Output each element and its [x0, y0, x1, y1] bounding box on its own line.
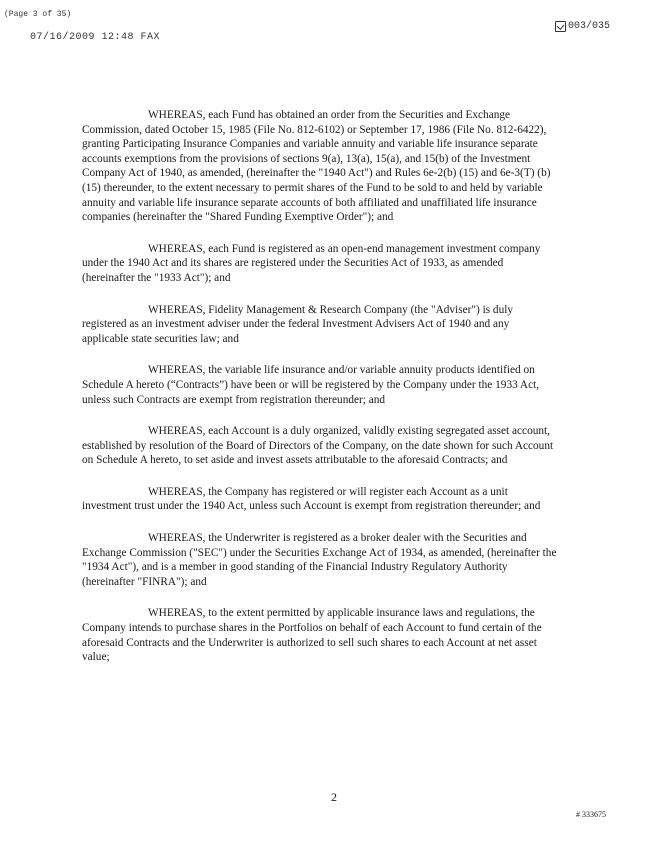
fax-counter: 003/035	[567, 21, 610, 32]
paragraph-contracts: WHEREAS, the variable life insurance and/or variable annuity products identified on Schedule A hereto (“Contracts”) have been or will be registered by the Company under the 1933 Act, unless such Contracts are exempt from registration thereunder; and	[82, 364, 540, 406]
checkbox-icon	[555, 21, 566, 32]
paragraph-shared-funding: WHEREAS, each Fund has obtained an order from the Securities and Exchange Commission, dated October 15, 1985 (File No. 812-6102) or September 17, 1986 (File No. 812-6422), granting Participating Insurance Companies and variable annuity and variable life insurance separate accounts exemptions from the provisions of sections 9(a), 13(a), 15(a), and 15(b) of the Investment Company Act of 1940, as amended, (hereinafter the "1940 Act") and Rules 6e-2(b) (15) and 6e-3(T) (b) (15) thereunder, to the extent necessary to permit shares of the Fund to be sold to and held by variable annuity and variable life insurance separate accounts of both affiliated and unaffiliated life insurance companies (hereinafter the "Shared Funding Exemptive Order"); and	[82, 109, 551, 224]
document-body	[82, 108, 558, 682]
paragraph-fund-registered: WHEREAS, each Fund is registered as an open-end management investment company under the 1940 Act and its shares are registered under the Securities Act of 1933, as amended (hereinafter the "1933 Act"); and	[82, 242, 541, 284]
document-id: # 333675	[576, 810, 606, 819]
fax-counter-group	[555, 21, 610, 32]
paragraph-purchase-shares: WHEREAS, to the extent permitted by applicable insurance laws and regulations, the Company intends to purchase shares in the Portfolios on behalf of each Account to fund certain of the aforesaid Contracts and the Underwriter is authorized to sell such shares to each Account at net asset value;	[82, 607, 542, 664]
page-number: 2	[331, 790, 337, 804]
fax-page-label: (Page 3 of 35)	[4, 10, 72, 19]
paragraph-account: WHEREAS, each Account is a duly organized, validly existing segregated asset account, established by resolution of the Board of Directors of the Company, on the date shown for such Account on Schedule A hereto, to set aside and invest assets attributable to the aforesaid Contracts; and	[82, 425, 554, 467]
paragraph-underwriter: WHEREAS, the Underwriter is registered as a broker dealer with the Securities and Exchange Commission ("SEC") under the Securities Exchange Act of 1934, as amended, (hereinafter the "1934 Act"), and is a member in good standing of the Financial Industry Regulatory Authority (hereinafter "FINRA"); and	[82, 532, 557, 588]
fax-datetime: 07/16/2009 12:48 FAX	[30, 32, 161, 43]
paragraph-adviser: WHEREAS, Fidelity Management & Research Company (the "Adviser") is duly registered as an investment adviser under the federal Investment Advisers Act of 1940 and any applicable state securities law; and	[82, 303, 514, 345]
paragraph-unit-trust: WHEREAS, the Company has registered or will register each Account as a unit investment trust under the 1940 Act, unless such Account is exempt from registration thereunder; and	[82, 485, 541, 513]
